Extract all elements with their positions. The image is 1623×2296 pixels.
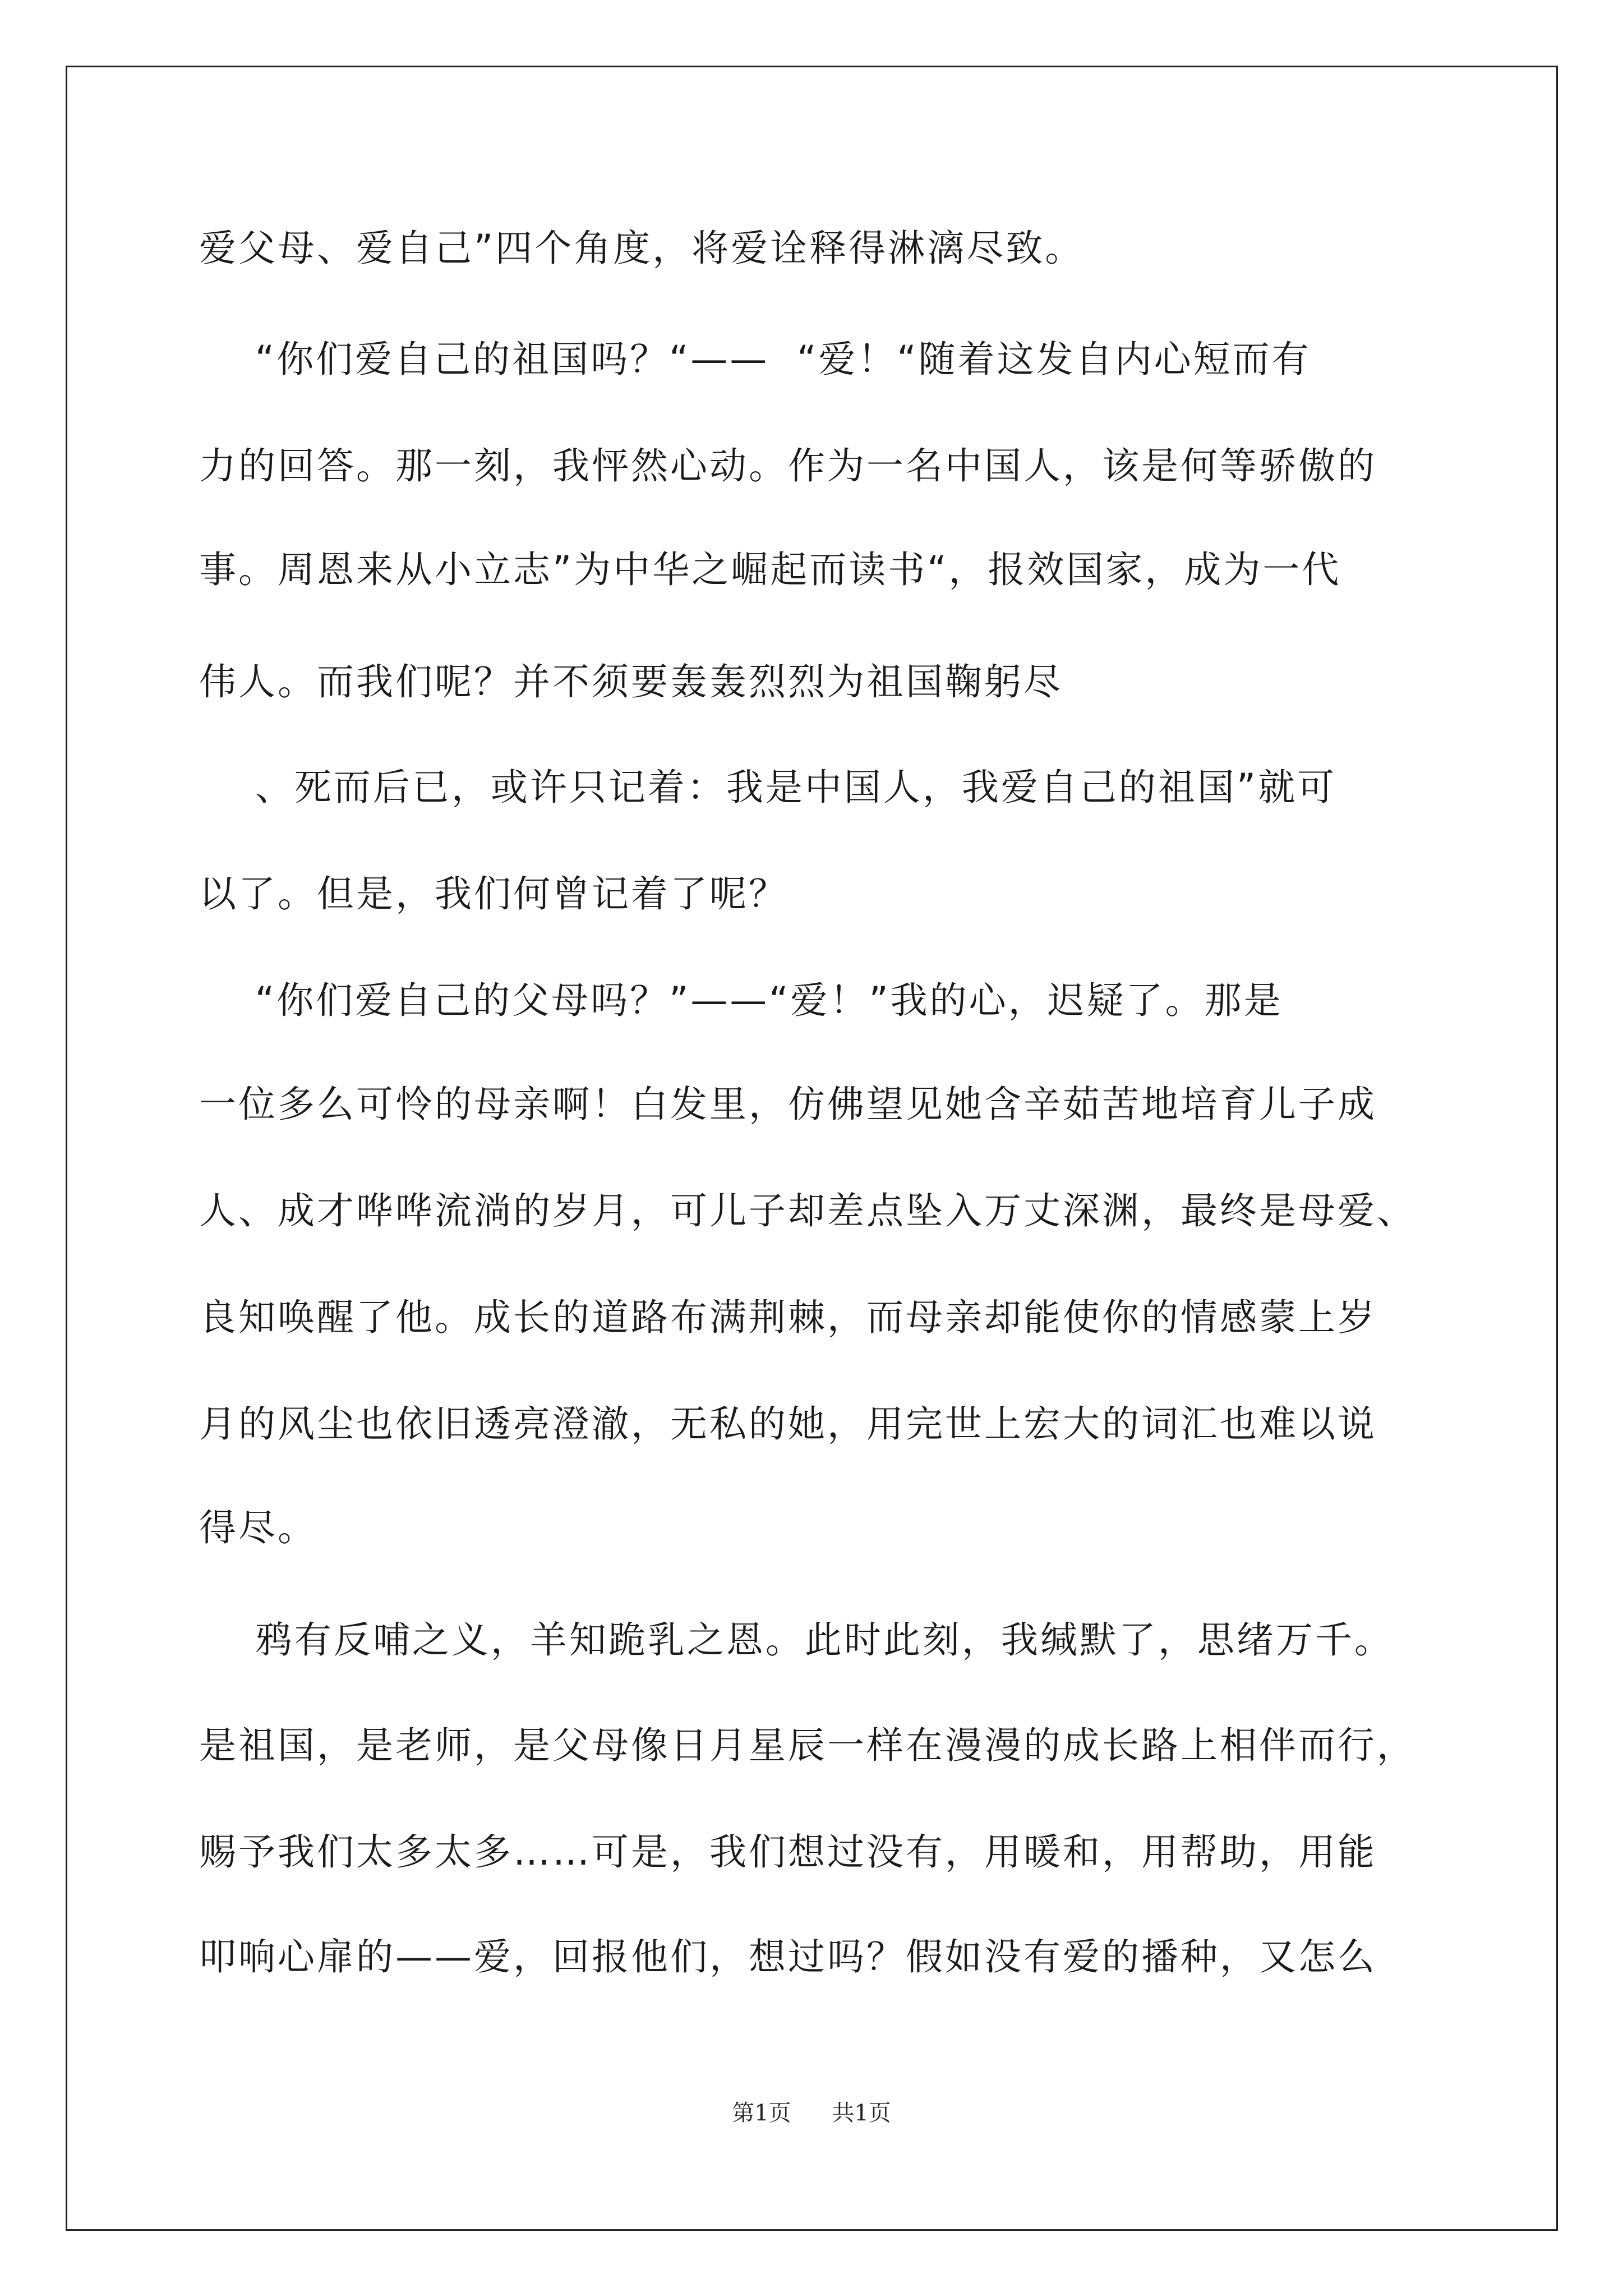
page-footer — [0, 2095, 1623, 2127]
text-line: “你们爱自己的祖国吗？“—— “爱！“随着这发自内心短而有 — [199, 338, 1311, 381]
text-line: 赐予我们太多太多……可是，我们想过没有，用暖和，用帮助，用能 — [199, 1830, 1377, 1874]
text-line: 叩响心扉的——爱，回报他们，想过吗？假如没有爱的播种，又怎么 — [199, 1935, 1377, 1978]
text-line: 鸦有反哺之义，羊知跪乳之恩。此时此刻，我缄默了，思绪万千。 — [199, 1618, 1394, 1662]
text-line: 伟人。而我们呢？并不须要轰轰烈烈为祖国鞠躬尽 — [199, 660, 1063, 703]
text-line: 是祖国，是老师，是父母像日月星辰一样在漫漫的成长路上相伴而行， — [199, 1724, 1416, 1767]
text-line: 以了。但是，我们何曾记着了呢？ — [199, 872, 788, 915]
text-line: 月的风尘也依旧透亮澄澈，无私的她，用完世上宏大的词汇也难以说 — [199, 1402, 1377, 1446]
text-line: 一位多么可怜的母亲啊！白发里，仿佛望见她含辛茹苦地培育儿子成 — [199, 1083, 1377, 1126]
text-line: 事。周恩来从小立志”为中华之崛起而读书“，报效国家，成为一代 — [199, 548, 1341, 591]
text-line: 力的回答。那一刻，我怦然心动。作为一名中国人，该是何等骄傲的 — [199, 444, 1377, 487]
page-total: 共1页 — [832, 2100, 891, 2126]
page-border — [66, 66, 1558, 2231]
text-line: 、死而后已，或许只记着：我是中国人，我爱自己的祖国”就可 — [199, 766, 1337, 809]
text-line: “你们爱自己的父母吗？”——“爱！”我的心，迟疑了。那是 — [199, 979, 1283, 1022]
text-line: 爱父母、爱自己”四个角度，将爱诠释得淋漓尽致。 — [199, 227, 1085, 270]
page-number: 第1页 — [732, 2100, 791, 2126]
text-line: 良知唤醒了他。成长的道路布满荆棘，而母亲却能使你的情感蒙上岁 — [199, 1296, 1377, 1339]
text-line: 得尽。 — [199, 1506, 317, 1549]
text-line: 人、成才哗哗流淌的岁月，可儿子却差点坠入万丈深渊，最终是母爱、 — [199, 1189, 1416, 1232]
